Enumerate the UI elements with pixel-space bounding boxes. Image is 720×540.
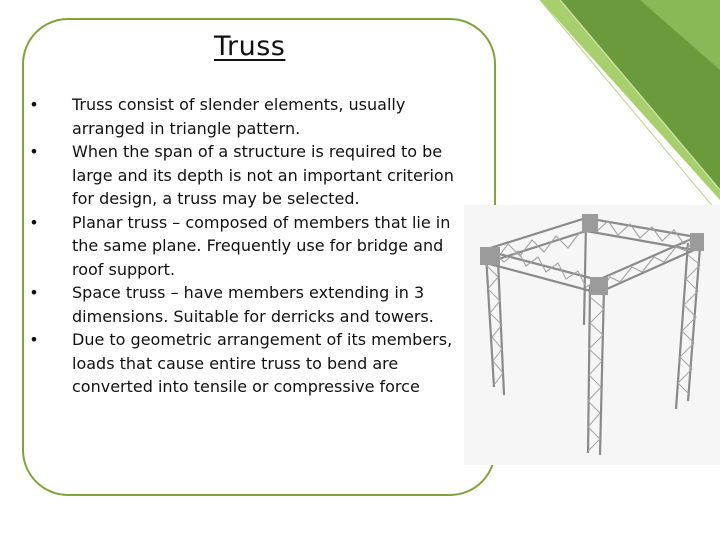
truss-structure-image xyxy=(464,205,720,465)
bullet-marker: • xyxy=(29,95,39,114)
bullet-text: Space truss – have members extending in 3 dimensions. Suitable for derricks and towers. xyxy=(72,283,434,326)
bullet-text: Truss consist of slender elements, usually arranged in triangle pattern. xyxy=(72,95,406,138)
bullet-item xyxy=(26,281,466,328)
bullet-item xyxy=(26,140,466,211)
bullet-marker: • xyxy=(29,283,39,302)
slide-title: Truss xyxy=(214,31,286,62)
bullet-marker: • xyxy=(29,212,39,232)
bullet-item xyxy=(26,93,466,140)
bullet-text: Due to geometric arrangement of its members, loads that cause entire truss to bend are converted into tensile or compressive force xyxy=(72,330,453,396)
bullet-marker: • xyxy=(29,142,39,161)
truss-illustration xyxy=(464,205,720,465)
bullet-item xyxy=(26,328,466,399)
bullet-list xyxy=(26,93,466,399)
bullet-text: Planar truss – composed of members that lie in the same plane. Frequently use for bridge and roof support. xyxy=(72,212,451,279)
bullet-marker: • xyxy=(29,330,39,349)
bullet-item xyxy=(26,211,466,282)
bullet-text: When the span of a structure is required to be large and its depth is not an important criterion for design, a truss may be selected. xyxy=(72,142,454,208)
